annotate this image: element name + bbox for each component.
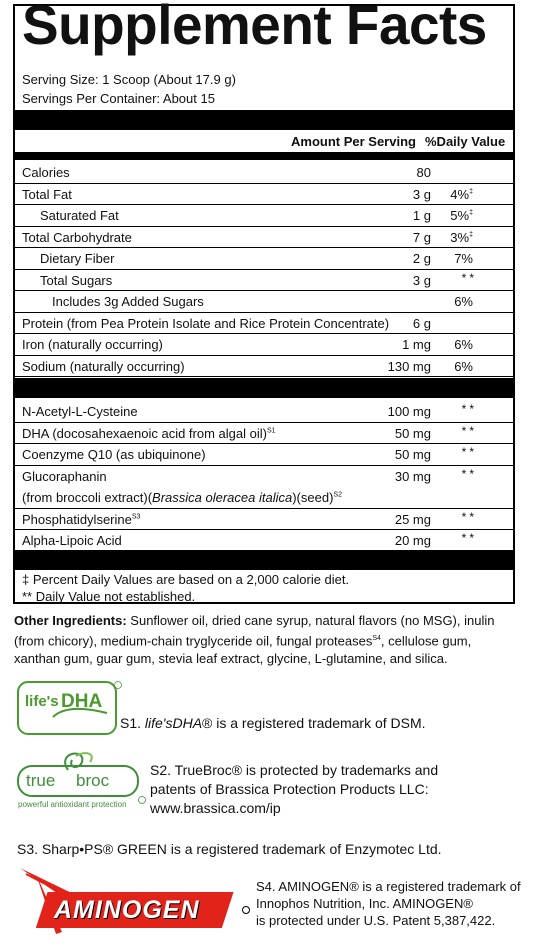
table-row xyxy=(15,204,513,226)
row-amount: 20 mg xyxy=(394,533,431,548)
row-dv-text: ** xyxy=(461,423,477,438)
row-label xyxy=(22,512,140,527)
row-dv xyxy=(454,359,473,374)
dv-header: %Daily Value xyxy=(425,134,506,149)
row-label-text: Protein (from Pea Protein Isolate and Rice Protein Concentrate) xyxy=(22,315,390,331)
row-dv-text: 5% xyxy=(450,208,470,223)
row-label xyxy=(40,273,112,288)
table-row xyxy=(15,422,513,444)
row-amount: 3 g xyxy=(412,186,431,202)
row-label xyxy=(22,404,138,419)
row-dv-mark: ‡ xyxy=(469,231,473,239)
row-dv xyxy=(450,187,473,202)
row-amount: 25 mg xyxy=(394,511,431,527)
row-label xyxy=(40,208,119,223)
row-label-text: Saturated Fat xyxy=(40,208,119,223)
note-s1 xyxy=(120,714,426,732)
row-label xyxy=(22,359,185,374)
row-dv xyxy=(462,402,477,416)
row-label-text: Glucoraphanin xyxy=(22,468,107,484)
row-dv-text: 7% xyxy=(454,251,473,266)
row-dv xyxy=(454,294,473,309)
row-dv xyxy=(462,271,477,285)
footnote-not-established: ** Daily Value not established. xyxy=(22,589,196,604)
truebroc-logo-text-a: true xyxy=(26,771,56,790)
table-row xyxy=(15,183,513,205)
truebroc-logo-text-b: broc xyxy=(76,771,110,790)
other-ingredients xyxy=(14,612,519,668)
row-dv-text: ** xyxy=(461,445,477,459)
servings-per-container: Servings Per Container: About 15 xyxy=(22,91,215,106)
row-label-text: Total Carbohydrate xyxy=(22,229,132,245)
medium-divider xyxy=(15,152,513,160)
table-row xyxy=(15,443,513,465)
row-label-text: Iron (naturally occurring) xyxy=(22,337,163,352)
row-label-line2-part: S2 xyxy=(333,491,342,499)
row-label xyxy=(22,426,276,441)
thick-divider xyxy=(15,110,513,130)
row-dv-mark: ‡ xyxy=(469,188,473,196)
row-label xyxy=(22,337,163,352)
row-dv-text: ** xyxy=(461,402,477,416)
row-label-text: Alpha-Lipoic Acid xyxy=(22,533,122,548)
table-row xyxy=(15,355,513,377)
serving-size: Serving Size: 1 Scoop (About 17.9 g) xyxy=(22,72,236,87)
row-dv-text: ** xyxy=(461,270,477,285)
table-row xyxy=(15,247,513,269)
row-dv-text: 3% xyxy=(450,229,470,245)
row-dv xyxy=(450,230,473,245)
row-dv-text: 6% xyxy=(454,294,473,309)
aminogen-logo-text: AMINOGEN xyxy=(54,896,200,924)
row-dv xyxy=(462,445,477,459)
panel-title: Supplement Facts xyxy=(22,0,487,56)
row-amount: 100 mg xyxy=(387,404,431,419)
note-s2-line2: patents of Brassica Protection Products LLC: xyxy=(150,781,429,797)
row-label-line2-part: Brassica oleracea italica xyxy=(152,489,293,505)
note-s2-line1: S2. TrueBroc® is protected by trademarks and xyxy=(150,762,439,778)
row-label xyxy=(22,230,132,245)
row-dv xyxy=(450,208,473,223)
thick-divider-3 xyxy=(15,550,513,570)
row-amount: 1 g xyxy=(412,208,431,223)
row-dv xyxy=(454,337,473,352)
row-dv xyxy=(462,467,477,481)
row-label xyxy=(22,533,122,548)
other-ingredients-text: Sunflower oil, dried cane syrup, natural flavors (no MSG), inulin (from chicory), medium-chain tryglyceride oil, fungal proteases xyxy=(14,613,495,649)
note-s4-line3: is protected under U.S. Patent 5,387,422. xyxy=(256,913,496,928)
row-label-line2-part: (from broccoli extract)( xyxy=(22,489,153,505)
aminogen-logo xyxy=(16,866,254,942)
row-dv xyxy=(454,251,473,266)
row-dv-text: 6% xyxy=(454,358,473,374)
row-label-text: N-Acetyl-L-Cysteine xyxy=(22,404,138,419)
row-amount: 50 mg xyxy=(394,425,431,441)
row-dv-text: 6% xyxy=(454,337,473,352)
row-label-text: Dietary Fiber xyxy=(40,251,115,266)
note-s1-italic: life'sDHA xyxy=(144,715,203,731)
other-ingredients-sup: S4 xyxy=(372,635,381,642)
lifes-dha-logo-text-a: life's xyxy=(25,693,59,710)
table-row xyxy=(15,333,513,355)
table-row xyxy=(15,508,513,530)
row-amount: 50 mg xyxy=(394,447,431,462)
table-row xyxy=(15,290,513,312)
row-dv xyxy=(462,510,477,524)
row-label xyxy=(22,187,72,202)
thick-divider-2 xyxy=(15,378,513,398)
lifes-dha-logo-text-b: DHA xyxy=(61,691,103,712)
row-amount: 1 mg xyxy=(402,337,431,352)
row-label xyxy=(22,316,389,331)
other-ingredients-label: Other Ingredients: xyxy=(14,613,127,628)
row-amount: 130 mg xyxy=(387,358,431,374)
table-row xyxy=(15,161,513,183)
row-label-text: Total Sugars xyxy=(40,272,113,288)
truebroc-logo xyxy=(16,748,148,810)
table-row xyxy=(15,465,513,508)
row-label-line2-part: )(seed) xyxy=(292,489,334,505)
truebroc-logo-tagline: powerful antioxidant protection xyxy=(18,800,127,809)
row-label-text: Total Fat xyxy=(22,186,72,202)
table-row xyxy=(15,312,513,334)
note-s4-line2: Innophos Nutrition, Inc. AMINOGEN® xyxy=(256,896,473,911)
note-s3: S3. Sharp•PS® GREEN is a registered trademark of Enzymotec Ltd. xyxy=(17,841,442,857)
amount-header: Amount Per Serving xyxy=(291,134,416,149)
row-label-text: Sodium (naturally occurring) xyxy=(22,358,185,374)
row-dv-mark: ‡ xyxy=(469,209,473,217)
row-amount: 80 xyxy=(416,165,431,180)
supplement-facts-panel xyxy=(13,0,515,604)
row-amount: 6 g xyxy=(412,315,431,331)
lifes-dha-logo xyxy=(17,681,123,737)
row-label-sup: S3 xyxy=(131,513,141,521)
row-dv-text: ** xyxy=(461,466,477,481)
row-label xyxy=(52,294,204,309)
row-label-text: Phosphatidylserine xyxy=(22,511,132,527)
row-label-line2 xyxy=(22,490,342,505)
row-label-text: Coenzyme Q10 (as ubiquinone) xyxy=(22,447,206,462)
note-s2-line3: www.brassica.com/ip xyxy=(150,800,281,816)
row-label-text: DHA (docosahexaenoic acid from algal oil) xyxy=(22,425,267,441)
row-label-text: Includes 3g Added Sugars xyxy=(52,294,204,309)
row-dv-text: 4% xyxy=(450,186,470,202)
row-label xyxy=(22,469,107,484)
row-amount: 2 g xyxy=(412,251,431,266)
row-dv-text: ** xyxy=(461,531,477,545)
table-row xyxy=(15,226,513,248)
row-dv-text: ** xyxy=(461,509,477,524)
table-row xyxy=(15,529,513,551)
row-dv xyxy=(462,531,477,545)
row-amount: 30 mg xyxy=(394,468,431,484)
table-row xyxy=(15,269,513,291)
row-dv xyxy=(462,424,477,438)
note-s1-prefix: S1. xyxy=(120,715,145,731)
row-label xyxy=(22,447,206,462)
note-s4-line1: S4. AMINOGEN® is a registered trademark of xyxy=(256,879,521,894)
row-label xyxy=(22,165,70,180)
footnote-dv: ‡ Percent Daily Values are based on a 2,000 calorie diet. xyxy=(22,572,350,587)
note-s1-rest: ® is a registered trademark of DSM. xyxy=(202,715,426,731)
table-row xyxy=(15,400,513,422)
row-amount: 3 g xyxy=(412,272,431,288)
row-label-text: Calories xyxy=(22,165,70,180)
other-ingredients-text-end: , cellulose gum, xanthan gum, guar gum, stevia leaf extract, glycine, L-glutamine, and silica. xyxy=(14,633,472,667)
row-divider xyxy=(15,376,513,377)
row-amount: 7 g xyxy=(412,229,431,245)
row-label-sup: S1 xyxy=(266,427,276,435)
row-label xyxy=(40,251,114,266)
